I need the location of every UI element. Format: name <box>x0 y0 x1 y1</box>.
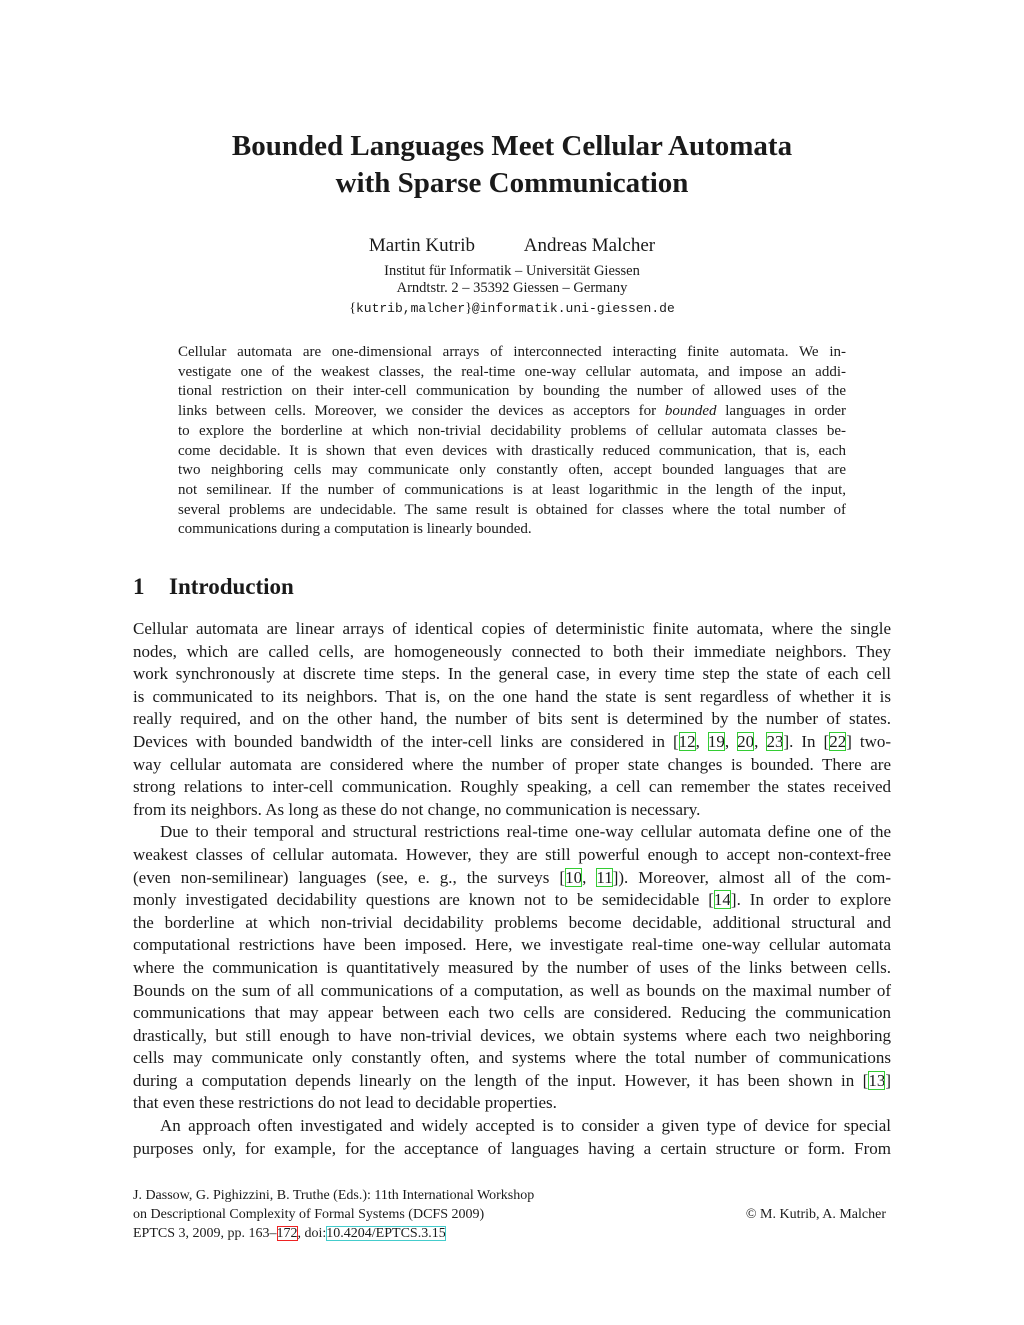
citation-link[interactable]: 12 <box>678 731 696 751</box>
affiliation-line: Arndtstr. 2 – 35392 Giessen – Germany <box>396 280 628 296</box>
abstract-line: vestigate one of the weakest classes, the real-time one-way cellular automata, and impose an addi- <box>178 363 846 380</box>
body-line: purposes only, for example, for the acceptance of languages having a certain structure or form. From <box>133 1138 891 1158</box>
doi-link[interactable]: 10.4204/EPTCS.3.15 <box>326 1226 446 1241</box>
body-line: work synchronously at discrete time steps. In the general case, in every time step the state of each cell <box>133 664 891 684</box>
author-list <box>0 234 1024 258</box>
citation-link[interactable]: 22 <box>829 731 847 751</box>
body-line: computational restrictions have been imposed. Here, we investigate real-time one-way cellular automata <box>133 935 891 955</box>
affiliation-line: Institut für Informatik – Universität Giessen <box>384 263 640 279</box>
paper-title <box>0 128 1024 202</box>
body-line: communications that may appear between each two cells are considered. Reducing the communication <box>133 1003 891 1023</box>
body-line: Cellular automata are linear arrays of identical copies of deterministic finite automata, where the single <box>133 619 891 638</box>
body-line: during a computation depends linearly on the length of the input. However, it has been shown in [13] <box>133 1070 891 1090</box>
citation-link[interactable]: 10 <box>565 867 583 887</box>
abstract-line: Cellular automata are one-dimensional arrays of interconnected interacting finite automata. We in- <box>178 344 846 360</box>
body-line: strong relations to inter-cell communication. Roughly speaking, a cell can remember the states received <box>133 777 891 797</box>
body-line: An approach often investigated and widely accepted is to consider a given type of device for special <box>160 1116 891 1136</box>
footer-line: on Descriptional Complexity of Formal Systems (DCFS 2009) <box>133 1207 485 1222</box>
author-email: {kutrib,malcher}@informatik.uni-giessen.de <box>349 301 675 316</box>
title-line-2: with Sparse Communication <box>335 167 689 199</box>
author-name: Andreas Malcher <box>523 235 656 256</box>
section-title: Introduction <box>169 574 294 599</box>
abstract-line: come decidable. It is shown that even devices with drastically reduced communication, that is, each <box>178 442 846 459</box>
body-line: way cellular automata are considered where the number of proper state changes is bounded. There are <box>133 754 891 774</box>
copyright: © M. Kutrib, A. Malcher <box>745 1207 886 1222</box>
body-line: really required, and on the other hand, the number of bits sent is determined by the number of states. <box>133 709 891 729</box>
citation-link[interactable]: 19 <box>707 731 725 751</box>
footer <box>133 1186 891 1243</box>
body-line: is communicated to its neighbors. That is, on the one hand the state is sent regardless of whether it is <box>133 686 891 706</box>
abstract-line: not semilinear. If the number of communications is at least logarithmic in the length of the input, <box>178 481 846 498</box>
body-line: nodes, which are called cells, are homogeneously connected to both their immediate neighbors. They <box>133 641 891 661</box>
body-line: that even these restrictions do not lead to decidable properties. <box>133 1093 557 1113</box>
citation-link[interactable]: 20 <box>737 731 755 751</box>
abstract <box>178 343 846 540</box>
section-heading <box>133 573 294 601</box>
abstract-line: tional restriction on their inter-cell communication by bounding the number of allowed uses of the <box>178 383 846 400</box>
citation-link[interactable]: 11 <box>596 867 613 887</box>
body-line: where the communication is quantitatively measured by the number of uses of the links between cells. <box>133 957 891 977</box>
body-line: weakest classes of cellular automata. However, they are still powerful enough to accept non-context-free <box>133 844 891 864</box>
footer-line: J. Dassow, G. Pighizzini, B. Truthe (Eds.): 11th International Workshop <box>133 1188 535 1203</box>
emphasis-bounded: bounded <box>664 403 717 420</box>
citation-link[interactable]: 14 <box>713 890 731 910</box>
body-line: monly investigated decidability questions are known not to be semidecidable [14]. In order to explore <box>133 890 892 910</box>
abstract-line: to explore the borderline at which non-trivial decidability problems of cellular automata classes be- <box>178 422 846 439</box>
body-line: (even non-semilinear) languages (see, e. g., the surveys [10, 11]). Moreover, almost all of the com- <box>133 867 892 887</box>
body-line: drastically, but still enough to have non-trivial devices, we obtain systems where each two neighboring <box>133 1025 891 1045</box>
affiliation <box>0 263 1024 297</box>
section-number: 1 <box>133 574 145 599</box>
abstract-line: links between cells. Moreover, we consider the devices as acceptors for bounded languages in order <box>178 403 846 420</box>
author-name: Martin Kutrib <box>368 235 475 256</box>
citation-link[interactable]: 13 <box>868 1070 886 1090</box>
footer-line: EPTCS 3, 2009, pp. 163–172, doi:10.4204/EPTCS.3.15 <box>133 1226 446 1241</box>
body-line: from its neighbors. As long as these do not change, no communication is necessary. <box>133 799 701 819</box>
body-text <box>133 618 891 1160</box>
body-line: the borderline at which non-trivial decidability problems become decidable, additional structural and <box>133 912 891 932</box>
citation-link[interactable]: 23 <box>766 731 784 751</box>
body-line: Due to their temporal and structural restrictions real-time one-way cellular automata define one of the <box>160 822 891 842</box>
title-line-1: Bounded Languages Meet Cellular Automata <box>231 130 793 162</box>
last-page-link[interactable]: 172 <box>276 1226 298 1241</box>
abstract-line: communications during a computation is linearly bounded. <box>178 521 532 538</box>
abstract-line: several problems are undecidable. The same result is obtained for classes where the total number of <box>178 501 846 518</box>
body-line: cells may communicate only constantly often, and systems where the total number of communications <box>133 1048 891 1068</box>
abstract-line: two neighboring cells may communicate only constantly often, accept bounded languages that are <box>178 462 846 479</box>
body-line: Devices with bounded bandwidth of the inter-cell links are considered in [12, 19, 20, 23]. In [22] two- <box>133 731 892 751</box>
body-line: Bounds on the sum of all communications of a computation, as well as bounds on the maximal number of <box>133 980 891 1000</box>
